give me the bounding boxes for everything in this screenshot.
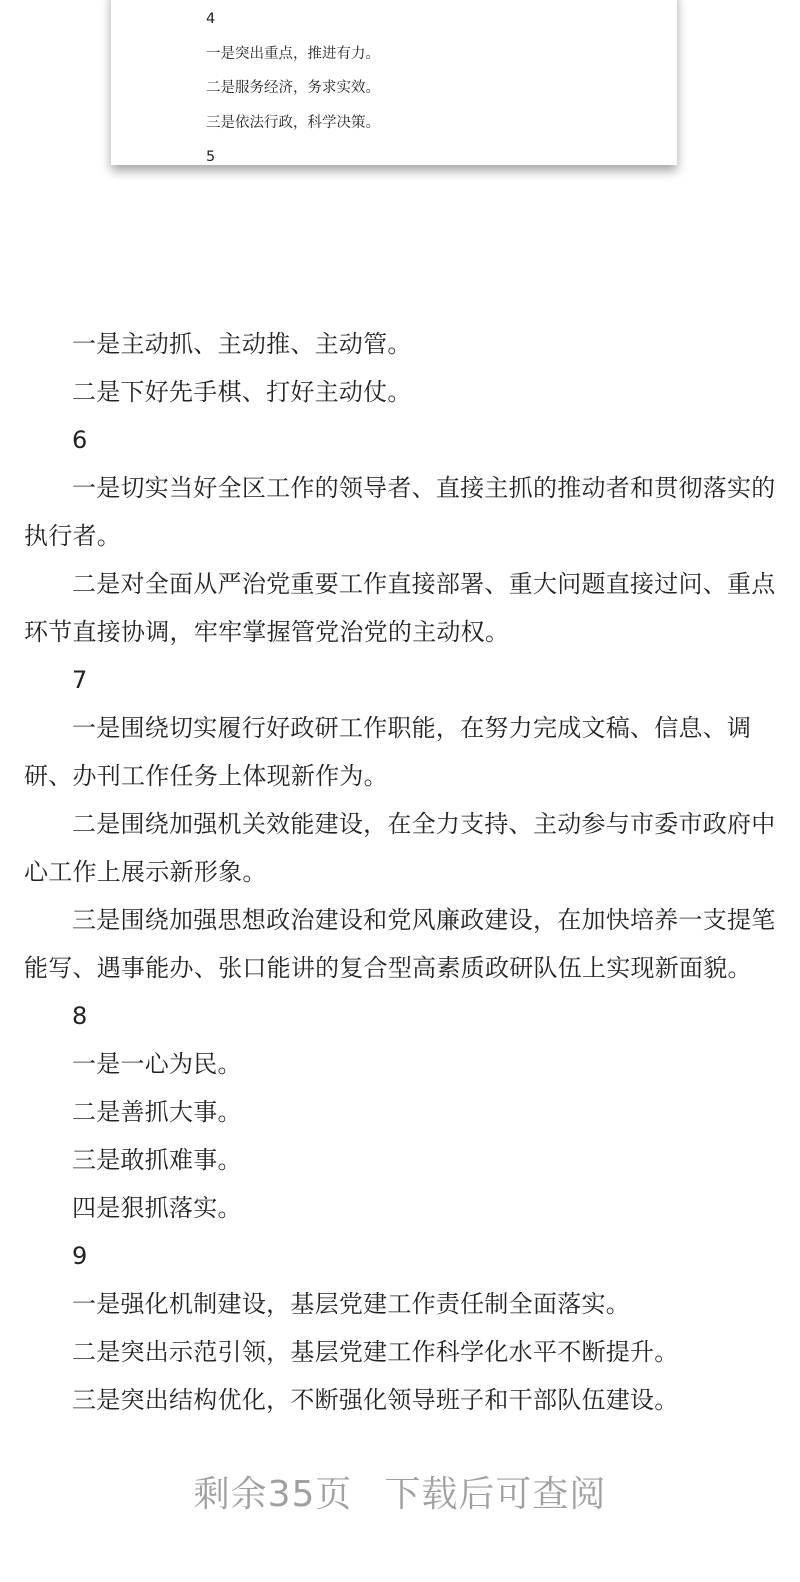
paragraph: 7 — [72, 666, 88, 694]
preview-line: 三是依法行政，科学决策。 — [206, 114, 380, 131]
document-body — [24, 320, 776, 1424]
paragraph: 三是突出结构优化，不断强化领导班子和干部队伍建设。 — [72, 1386, 679, 1414]
paragraph: 二是围绕加强机关效能建设，在全力支持、主动参与市委市政府中心工作上展示新形象。 — [24, 810, 776, 886]
paragraph: 二是对全面从严治党重要工作直接部署、重大问题直接过问、重点环节直接协调，牢牢掌握管党治党的主动权。 — [24, 570, 776, 646]
document-preview-card — [111, 0, 677, 165]
preview-line: 一是突出重点，推进有力。 — [206, 45, 380, 62]
paragraph: 一是切实当好全区工作的领导者、直接主抓的推动者和贯彻落实的执行者。 — [24, 474, 776, 550]
preview-lines — [206, 2, 380, 175]
paragraph: 二是突出示范引领，基层党建工作科学化水平不断提升。 — [72, 1338, 679, 1366]
paragraph: 6 — [72, 426, 88, 454]
paragraph: 二是善抓大事。 — [72, 1098, 242, 1126]
preview-line: 4 — [206, 11, 216, 27]
preview-line: 5 — [206, 149, 216, 165]
paragraph: 一是一心为民。 — [72, 1050, 242, 1078]
paragraph: 三是敢抓难事。 — [72, 1146, 242, 1174]
remaining-pages-label: 剩余35页 — [193, 1474, 353, 1515]
paragraph: 二是下好先手棋、打好主动仗。 — [72, 378, 412, 406]
preview-line: 二是服务经济，务求实效。 — [206, 80, 380, 96]
download-prompt[interactable] — [0, 1466, 800, 1517]
paragraph: 四是狠抓落实。 — [72, 1194, 242, 1222]
paragraph: 一是强化机制建设，基层党建工作责任制全面落实。 — [72, 1290, 630, 1318]
paragraph: 9 — [72, 1242, 88, 1270]
paragraph: 8 — [72, 1002, 88, 1030]
paragraph: 一是主动抓、主动推、主动管。 — [72, 330, 412, 358]
paragraph: 三是围绕加强思想政治建设和党风廉政建设，在加快培养一支提笔能写、遇事能办、张口能讲的复合型高素质政研队伍上实现新面貌。 — [24, 906, 776, 982]
paragraph: 一是围绕切实履行好政研工作职能，在努力完成文稿、信息、调研、办刊工作任务上体现新作为。 — [24, 714, 752, 790]
download-to-view-label[interactable]: 下载后可查阅 — [384, 1474, 607, 1515]
